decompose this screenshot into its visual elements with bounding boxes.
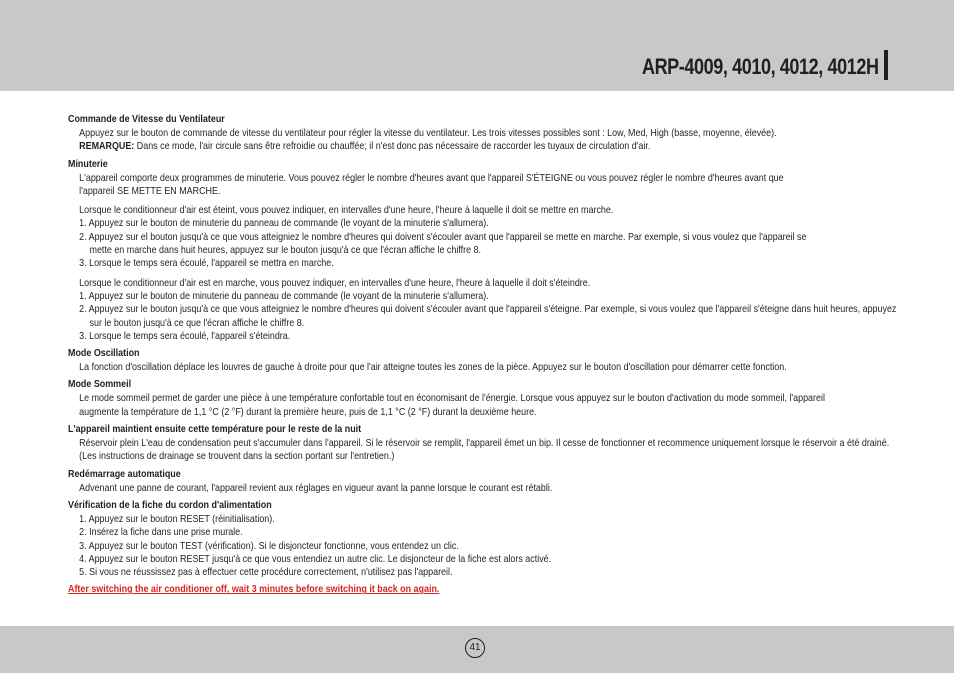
timer-off-step: 2. Appuyez sur el bouton jusqu'à ce que vous atteigniez le nombre d'heures qui doivent s'écouler avant que l'appareil se mette en marche. Par exemple, si vous voulez que l'appareil se mette en marche dans huit heures, appuyez sur le bouton jusqu'à ce que l'écran affiche le chiffre 8. <box>79 231 807 257</box>
fan-speed-text: Appuyez sur le bouton de commande de vitesse du ventilateur pour régler la vitesse du ventilateur. Les trois vitesses possibles sont : Low, Med, High (basse, moyenne, élevée). <box>79 128 777 139</box>
remark-text: Dans ce mode, l'air circule sans être refroidie ou chauffée; il n'est donc pas nécessaire de raccorder les tuyaux de circulation d'air. <box>134 141 651 153</box>
manual-content <box>68 113 897 597</box>
timer-off-step: 3. Lorsque le temps sera écoulé, l'appareil se mettra en marche. <box>79 258 334 270</box>
timer-intro: L'appareil comporte deux programmes de minuterie. Vous pouvez régler le nombre d'heures avant que l'appareil S'ÉTEIGNE ou vous pouvez régler le nombre d'heures avant que l'appareil SE METTE EN MARCHE. <box>79 172 784 197</box>
timer-on-intro: Lorsque le conditionneur d'air est en marche, vous pouvez indiquer, en intervalles d'une heure, l'heure à laquelle il doit s'éteindre. <box>79 277 591 289</box>
page-number: 41 <box>465 638 485 658</box>
plug-step: 1. Appuyez sur le bouton RESET (réinitialisation). <box>79 513 275 525</box>
plug-step: 4. Appuyez sur le bouton RESET jusqu'à ce que vous entendiez un autre clic. Le disjoncteur de la fiche est alors activé. <box>79 553 552 565</box>
timer-on-step: 3. Lorsque le temps sera écoulé, l'appareil s'éteindra. <box>79 330 291 342</box>
maintain-text: Réservoir plein L'eau de condensation peut s'accumuler dans l'appareil. Si le réservoir se remplit, l'appareil émet un bip. Il cesse de fonctionner et recommence uniquement lorsque le réservoir a été drainé. (Les instructions de drainage se trouvent dans la section portant sur l'entretien.) <box>79 438 890 463</box>
plug-step: 3. Appuyez sur le bouton TEST (vérification). Si le disjoncteur fonctionne, vous entendez un clic. <box>79 540 459 552</box>
section-title-timer: Minuterie <box>68 158 108 170</box>
fan-speed-remark <box>68 140 885 153</box>
plug-step: 2. Insérez la fiche dans une prise murale. <box>79 527 243 539</box>
section-title-plug: Vérification de la fiche du cordon d'alimentation <box>68 499 272 511</box>
section-title-maintain: L'appareil maintient ensuite cette température pour le reste de la nuit <box>68 424 362 436</box>
timer-off-intro: Lorsque le conditionneur d'air est éteint, vous pouvez indiquer, en intervalles d'une heure, l'heure à laquelle il doit se mettre en marche. <box>79 205 614 217</box>
remark-label: REMARQUE: <box>79 141 135 153</box>
timer-on-step: 1. Appuyez sur le bouton de minuterie du panneau de commande (le voyant de la minuterie s'allumera). <box>79 290 489 302</box>
section-title-oscillation: Mode Oscillation <box>68 348 140 360</box>
sleep-text: Le mode sommeil permet de garder une pièce à une température confortable tout en économisant de l'énergie. Lorsque vous appuyez sur le bouton d'activation du mode sommeil, l'appareil augmente la température de 1,1 °C (2 °F) durant la première heure, puis de 1,1 °C (2 °F) durant la deuxième heure. <box>79 393 825 418</box>
timer-on-step: 2. Appuyez sur le bouton jusqu'à ce que vous atteigniez le nombre d'heures qui doivent s'écouler avant que l'appareil s'éteigne. Par exemple, si vous voulez que l'appareil s'éteigne dans huit heures, appuyez sur le bouton jusqu'à ce que l'écran affiche le chiffre 8. <box>79 304 897 329</box>
timer-off-step: 1. Appuyez sur le bouton de minuterie du panneau de commande (le voyant de la minuterie s'allumera). <box>79 218 489 230</box>
section-title-restart: Redémarrage automatique <box>68 468 181 480</box>
section-title-sleep: Mode Sommeil <box>68 379 132 391</box>
section-title-fan-speed: Commande de Vitesse du Ventilateur <box>68 114 225 125</box>
plug-step: 5. Si vous ne réussissez pas à effectuer cette procédure correctement, n'utilisez pas l'appareil. <box>79 567 453 579</box>
oscillation-text: La fonction d'oscillation déplace les louvres de gauche à droite pour que l'air atteigne toutes les zones de la pièce. Appuyez sur le bouton d'oscillation pour démarrer cette fonction. <box>79 362 787 374</box>
restart-text: Advenant une panne de courant, l'appareil revient aux réglages en vigueur avant la panne lorsque le courant est rétabli. <box>79 482 553 494</box>
warning-note: After switching the air conditioner off, wait 3 minutes before switching it back on again. <box>68 584 440 596</box>
title-divider-bar <box>884 50 888 80</box>
model-title: ARP-4009, 4010, 4012, 4012H <box>642 54 879 79</box>
